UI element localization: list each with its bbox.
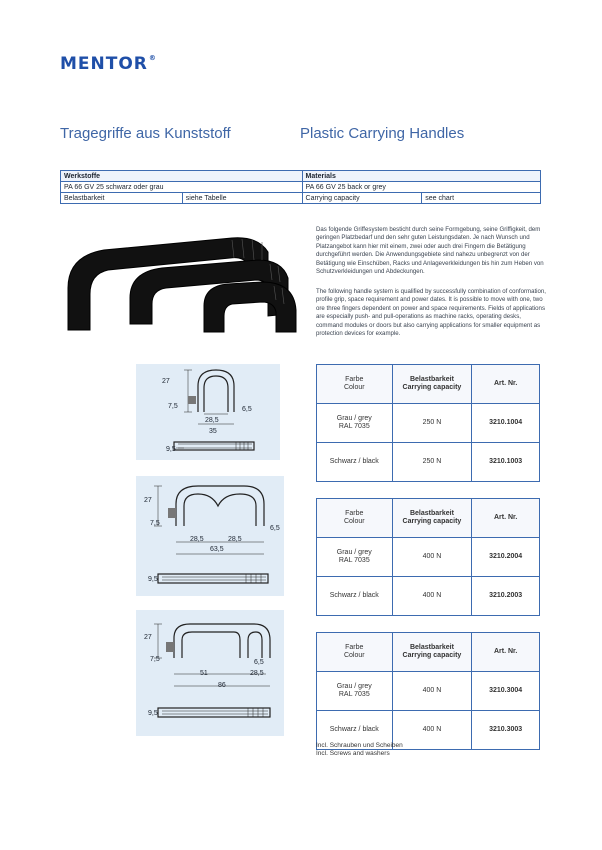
- header-article: Art. Nr.: [472, 499, 540, 538]
- dim3-width-2: 28,5: [250, 670, 264, 677]
- header-colour: Farbe Colour: [317, 365, 393, 404]
- drawing-handle-2: [136, 476, 284, 596]
- dim3-width-1: 51: [200, 670, 208, 677]
- header-colour: Farbe Colour: [317, 499, 393, 538]
- materials-header-en: Materials: [302, 171, 540, 182]
- dim2-length: 63,5: [210, 546, 224, 553]
- title-de: Tragegriffe aus Kunststoff: [60, 125, 231, 142]
- drawing-handle-1: [136, 364, 280, 460]
- footnote-en: Incl. Screws and washers: [316, 750, 390, 757]
- footnote: [316, 742, 403, 758]
- header-article: Art. Nr.: [472, 633, 540, 672]
- materials-table: [60, 170, 541, 204]
- header-capacity: Belastbarkeit Carrying capacity: [392, 633, 472, 672]
- title-en: Plastic Carrying Handles: [300, 125, 465, 142]
- header-article: Art. Nr.: [472, 365, 540, 404]
- dim1-length: 35: [209, 428, 217, 435]
- material-de: PA 66 GV 25 schwarz oder grau: [61, 182, 303, 193]
- dim3-side: 9,5: [148, 710, 158, 717]
- description-en: The following handle system is qualified by successfully combination of conformation, profile grip, space requirement and power dates. It is possible to move with one, two ore three fingers dependent on power and space requirements. Fields of applications are especially push- and pull-operations as machine racks, operating desks, command modules or doors but also carrying applications for smaller equipment as protection devices for example.: [316, 288, 546, 338]
- capacity-value-en: see chart: [422, 193, 541, 204]
- dim3-thickness: 7,5: [150, 656, 160, 663]
- dim2-width-2: 28,5: [228, 536, 242, 543]
- capacity-label-en: Carrying capacity: [302, 193, 422, 204]
- mentor-logo: MENTOR®: [60, 54, 157, 74]
- capacity-value-de: siehe Tabelle: [182, 193, 302, 204]
- dim1-thickness: 7,5: [168, 403, 178, 410]
- dim3-length: 86: [218, 682, 226, 689]
- dim1-width: 28,5: [205, 417, 219, 424]
- dim2-thickness: 7,5: [150, 520, 160, 527]
- dim1-side: 9,5: [166, 446, 176, 453]
- footnote-de: Incl. Schrauben und Scheiben: [316, 742, 403, 749]
- header-capacity: Belastbarkeit Carrying capacity: [392, 499, 472, 538]
- dim3-height: 27: [144, 634, 152, 641]
- table-row: Grau / grey RAL 7035 400 N 3210.2004: [317, 538, 540, 577]
- spec-table-1: [316, 364, 540, 482]
- dim2-height: 27: [144, 497, 152, 504]
- handles-photo: [62, 228, 302, 340]
- header-colour: Farbe Colour: [317, 633, 393, 672]
- dim2-side: 9,5: [148, 576, 158, 583]
- capacity-label-de: Belastbarkeit: [61, 193, 183, 204]
- dim1-height: 27: [162, 378, 170, 385]
- material-en: PA 66 GV 25 back or grey: [302, 182, 540, 193]
- spec-table-2: [316, 498, 540, 616]
- dim1-radius: 6,5: [242, 406, 252, 413]
- table-row: Schwarz / black 400 N 3210.3003: [317, 711, 540, 750]
- dim2-radius: 6,5: [270, 525, 280, 532]
- table-row: Schwarz / black 250 N 3210.1003: [317, 443, 540, 482]
- table-row: Grau / grey RAL 7035 250 N 3210.1004: [317, 404, 540, 443]
- dim2-width-1: 28,5: [190, 536, 204, 543]
- description-de: Das folgende Griffesystem besticht durch seine Formgebung, seine Griffigkeit, dem geringen Platzbedarf und den sehr guten Leistungsdaten. Je nach Wunsch und Platzangebot kann hier mit einem, zwei oder auch drei Fingern die Betätigung durchgeführt werden. Die Anwendungsgebiete sind nahezu unbegrenzt von der Betätigung wie Einschüben, Racks und Anlageverkleidungen bis hin zum Heben von Schutzverkleidungen und Abdeckungen.: [316, 226, 544, 276]
- spec-table-3: [316, 632, 540, 750]
- table-row: Grau / grey RAL 7035 400 N 3210.3004: [317, 672, 540, 711]
- dim3-radius: 6,5: [254, 659, 264, 666]
- materials-header-de: Werkstoffe: [61, 171, 303, 182]
- header-capacity: Belastbarkeit Carrying capacity: [392, 365, 472, 404]
- table-row: Schwarz / black 400 N 3210.2003: [317, 577, 540, 616]
